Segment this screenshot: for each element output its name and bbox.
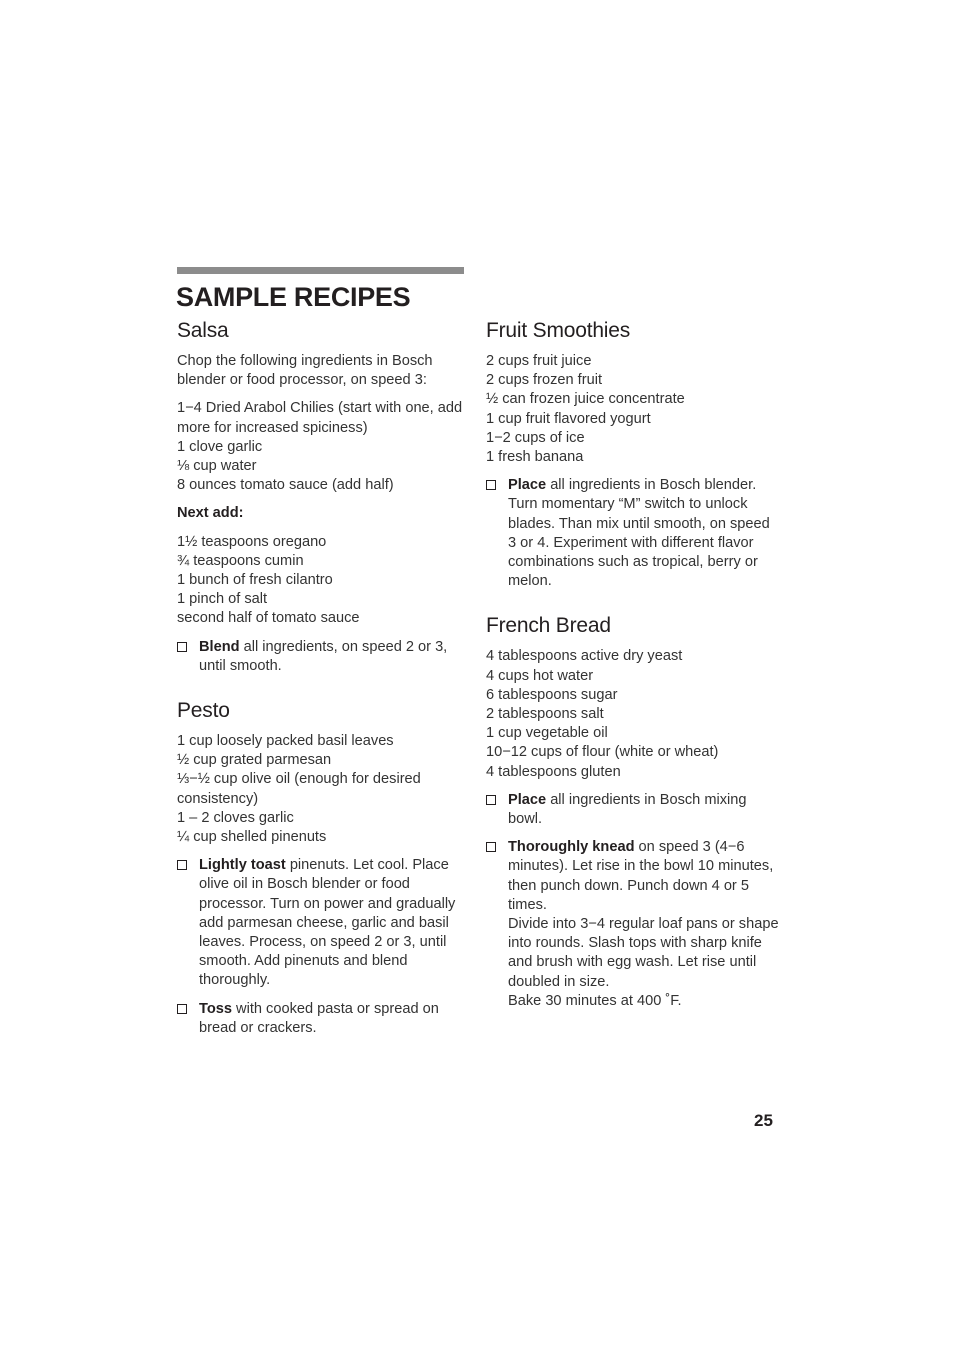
checkbox-icon — [177, 860, 187, 870]
step-text: on speed 3 (4−6 minutes). Let rise in the bowl 10 minutes, then punch down. Punch down 4 or 5 times. — [508, 839, 774, 913]
ingredient: 1−4 Dried Arabol Chilies (start with one, add more for increased spiciness) — [177, 400, 463, 436]
ingredient: 2 cups fruit juice — [486, 353, 592, 369]
ingredient: 4 tablespoons active dry yeast — [486, 648, 683, 665]
ingredient: 1 bunch of fresh cilantro — [177, 572, 333, 589]
ingredient: 4 cups hot water — [486, 667, 594, 684]
ingredient: ½ cup grated parmesan — [177, 752, 332, 769]
ingredient: 1 cup vegetable oil — [486, 725, 608, 742]
salsa-next-ingredients — [177, 533, 472, 629]
fruit-smoothies-heading: Fruit Smoothies — [486, 319, 631, 342]
french-bread-ingredients — [486, 647, 781, 781]
fruit-smoothies-recipe — [486, 318, 781, 591]
ingredient: ½ can frozen juice concentrate — [486, 391, 685, 408]
right-column — [486, 318, 781, 1033]
ingredient: 1 fresh banana — [486, 449, 584, 466]
ingredient: 2 cups frozen fruit — [486, 372, 602, 389]
ingredient: second half of tomato sauce — [177, 610, 360, 627]
ingredient: 1 cup fruit flavored yogurt — [486, 410, 651, 427]
french-bread-heading: French Bread — [486, 614, 611, 638]
salsa-next-label: Next add: — [177, 505, 244, 522]
step-action: Place — [508, 791, 547, 808]
fruit-smoothies-step-place — [486, 476, 781, 591]
step-text: with cooked pasta or spread on bread or crackers. — [199, 1000, 439, 1036]
step-action: Blend — [199, 638, 240, 655]
step-text: pinenuts. Let cool. Place olive oil in Bosch blender or food processor. Turn on power and gradually add parmesan cheese, garlic and basil leaves. Process, on speed 2 or 3, until smooth. Add pinenuts and blend thoroughly. — [199, 857, 456, 989]
fruit-smoothies-ingredients — [486, 352, 781, 467]
ingredient: 1 clove garlic — [177, 438, 263, 455]
french-bread-step-place — [486, 791, 781, 829]
french-bread-recipe — [486, 613, 781, 1011]
ingredient: 1−2 cups of ice — [486, 429, 585, 446]
step-continuation: Divide into 3−4 regular loaf pans or shape into rounds. Slash tops with sharp knife and brush with egg wash. Let rise until doubled in size. — [508, 916, 779, 990]
salsa-ingredients — [177, 399, 472, 495]
step-action: Lightly toast — [199, 857, 286, 874]
step-text: all ingredients in Bosch mixing bowl. — [508, 791, 747, 828]
ingredient: ⅓−½ cup olive oil (enough for desired consistency) — [177, 771, 421, 807]
checkbox-icon — [177, 642, 187, 652]
ingredient: 10−12 cups of flour (white or wheat) — [486, 744, 719, 761]
ingredient: ¾ teaspoons cumin — [177, 552, 304, 569]
page-title: SAMPLE RECIPES — [176, 282, 411, 312]
pesto-ingredients — [177, 732, 472, 847]
ingredient: 1 – 2 cloves garlic — [177, 809, 294, 826]
salsa-intro: Chop the following ingredients in Bosch blender or food processor, on speed 3: — [177, 353, 433, 389]
step-action: Place — [508, 477, 547, 494]
pesto-recipe — [177, 698, 472, 1038]
salsa-step-blend — [177, 638, 472, 676]
checkbox-icon — [486, 795, 496, 805]
ingredient: 4 tablespoons gluten — [486, 763, 621, 780]
pesto-step-toss — [177, 1000, 472, 1038]
french-bread-step-knead — [486, 838, 781, 1011]
pesto-heading: Pesto — [177, 699, 230, 723]
pesto-step-toast — [177, 856, 472, 990]
checkbox-icon — [486, 480, 496, 490]
step-text: all ingredients, on speed 2 or 3, until smooth. — [199, 638, 448, 674]
page-number: 25 — [754, 1111, 773, 1130]
salsa-recipe — [177, 318, 472, 676]
step-text: all ingredients in Bosch blender. Turn momentary “M” switch to unlock blades. Than mix until smooth, on speed 3 or 4. Experiment with different flavor combinations such as tropical, berry or melon. — [508, 477, 770, 590]
ingredient: ¼ cup shelled pinenuts — [177, 829, 327, 846]
checkbox-icon — [486, 842, 496, 852]
ingredient: 1 cup loosely packed basil leaves — [177, 733, 394, 750]
step-action: Toss — [199, 1000, 232, 1017]
ingredient: 8 ounces tomato sauce (add half) — [177, 477, 394, 494]
step-action: Thoroughly knead — [508, 839, 635, 856]
ingredient: 2 tablespoons salt — [486, 706, 604, 723]
ingredient: 1 pinch of salt — [177, 591, 268, 608]
salsa-heading: Salsa — [177, 319, 229, 342]
left-column — [177, 318, 472, 1060]
step-continuation: Bake 30 minutes at 400 ˚F. — [508, 992, 682, 1009]
ingredient: ⅛ cup water — [177, 458, 257, 475]
ingredient: 1½ teaspoons oregano — [177, 533, 327, 550]
title-rule — [177, 267, 464, 274]
ingredient: 6 tablespoons sugar — [486, 686, 618, 703]
checkbox-icon — [177, 1004, 187, 1014]
